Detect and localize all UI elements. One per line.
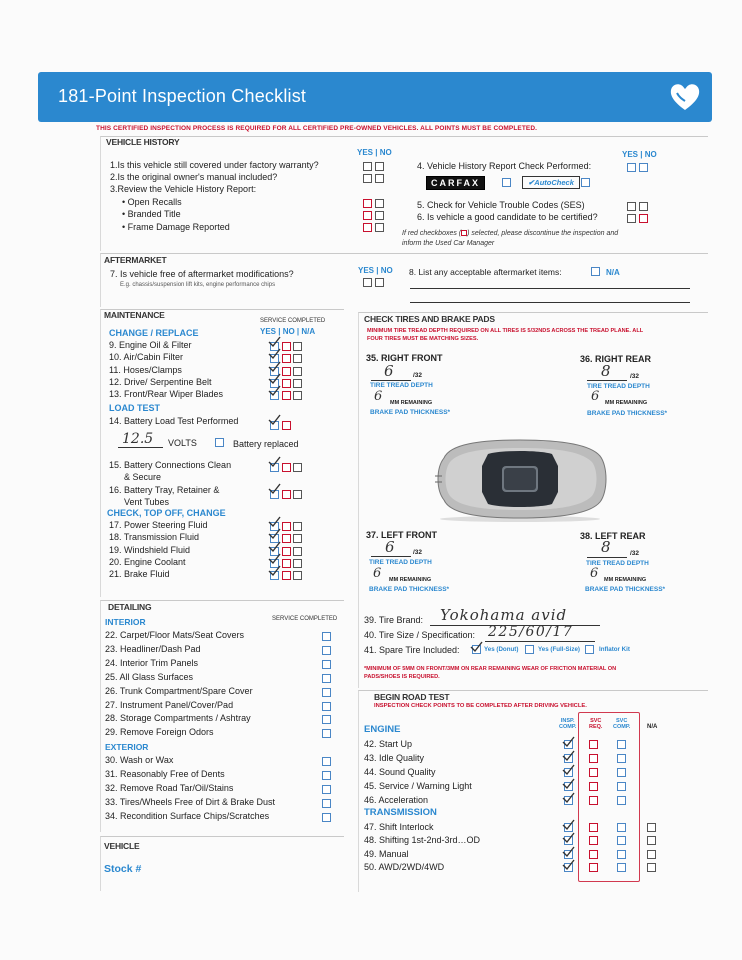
q1-yes-checkbox[interactable] bbox=[363, 162, 372, 171]
detailing-item-label: 33. Tires/Wheels Free of Dirt & Brake Dust bbox=[105, 797, 276, 807]
left-front-label: 37. LEFT FRONT bbox=[366, 530, 438, 540]
detailing-item-label: 32. Remove Road Tar/Oil/Stains bbox=[105, 783, 234, 793]
car-top-view-image bbox=[430, 436, 610, 522]
inflator-kit-label: Inflator Kit bbox=[599, 646, 630, 653]
insp-comp-check-mark-icon bbox=[562, 736, 575, 748]
q16-no-checkbox[interactable] bbox=[282, 490, 291, 499]
change-replace-heading: CHANGE / REPLACE bbox=[109, 328, 199, 338]
battery-replaced-checkbox[interactable] bbox=[215, 438, 224, 447]
q2-no-checkbox[interactable] bbox=[375, 174, 384, 183]
vehicle-history-title: VEHICLE HISTORY bbox=[106, 137, 180, 147]
insp-comp-check-mark-icon bbox=[562, 750, 575, 762]
interior-heading: INTERIOR bbox=[105, 617, 146, 627]
lf-tread-value[interactable]: 6 bbox=[385, 538, 395, 556]
question-7: 7. Is vehicle free of aftermarket modifications? bbox=[110, 269, 294, 279]
lr-tread-value[interactable]: 8 bbox=[601, 538, 611, 556]
q14-no-checkbox[interactable] bbox=[282, 421, 291, 430]
fluid-item-na-checkbox[interactable] bbox=[293, 559, 302, 568]
autocheck-label: AutoCheck bbox=[534, 178, 574, 187]
svc-req-line2: REQ. bbox=[589, 724, 603, 730]
heart-logo-icon bbox=[668, 80, 702, 114]
red-checkbox-note bbox=[402, 230, 618, 237]
right-front-label: 35. RIGHT FRONT bbox=[366, 353, 443, 363]
q15-no-checkbox[interactable] bbox=[282, 463, 291, 472]
spare-tire-label: 41. Spare Tire Included: bbox=[364, 645, 460, 655]
lr-mm-label: MM REMAINING bbox=[604, 577, 647, 583]
detailing-item-checkbox[interactable] bbox=[322, 688, 331, 697]
stock-number-label: Stock # bbox=[104, 863, 142, 875]
svc-comp-checkbox[interactable] bbox=[617, 836, 626, 845]
spare-donut-label: Yes (Donut) bbox=[484, 646, 519, 653]
svc-comp-checkbox[interactable] bbox=[617, 823, 626, 832]
maintenance-item-na-checkbox[interactable] bbox=[293, 379, 302, 388]
battery-replaced-label: Battery replaced bbox=[233, 439, 299, 449]
rr-unit: /32 bbox=[630, 373, 640, 380]
svc-comp-header bbox=[613, 718, 630, 730]
detailing-item-checkbox[interactable] bbox=[322, 757, 331, 766]
q15-check-mark-icon bbox=[268, 456, 281, 468]
question-5: 5. Check for Vehicle Trouble Codes (SES) bbox=[417, 200, 585, 210]
na-checkbox[interactable] bbox=[647, 823, 656, 832]
road-test-item-label: 43. Idle Quality bbox=[364, 753, 425, 763]
detailing-item-label: 22. Carpet/Floor Mats/Seat Covers bbox=[105, 630, 245, 640]
svc-comp-checkbox[interactable] bbox=[617, 863, 626, 872]
maintenance-item-na-checkbox[interactable] bbox=[293, 367, 302, 376]
aftermarket-section bbox=[100, 253, 708, 307]
road-test-title: BEGIN ROAD TEST bbox=[374, 692, 450, 702]
svc-req-checkbox[interactable] bbox=[589, 754, 598, 763]
lf-pad-label: BRAKE PAD THICKNESS* bbox=[369, 586, 450, 593]
inflator-kit-checkbox[interactable] bbox=[585, 645, 594, 654]
na-checkbox[interactable] bbox=[647, 863, 656, 872]
maintenance-item-no-checkbox[interactable] bbox=[282, 342, 291, 351]
fluid-item-label: 18. Transmission Fluid bbox=[109, 532, 200, 543]
rf-mm-label: MM REMAINING bbox=[390, 400, 433, 406]
detailing-item-label: 25. All Glass Surfaces bbox=[105, 671, 194, 682]
insp-header-line1: INSP. bbox=[560, 718, 575, 724]
service-required-highlight bbox=[578, 712, 640, 882]
maintenance-item-na-checkbox[interactable] bbox=[293, 391, 302, 400]
aftermarket-yes-no: YES | NO bbox=[358, 266, 393, 275]
fluid-item-na-checkbox[interactable] bbox=[293, 534, 302, 543]
tire-size-value[interactable]: 225/60/17 bbox=[488, 624, 574, 640]
spare-full-label: Yes (Full-Size) bbox=[538, 646, 580, 653]
tire-size-label: 40. Tire Size / Specification: bbox=[364, 630, 476, 640]
detailing-service-completed: SERVICE COMPLETED bbox=[272, 616, 338, 622]
fluid-item-label: 17. Power Steering Fluid bbox=[109, 520, 208, 530]
rr-tread-value[interactable]: 8 bbox=[601, 362, 611, 380]
lr-tread-line bbox=[587, 557, 627, 558]
check-top-off-heading: CHECK, TOP OFF, CHANGE bbox=[107, 508, 226, 518]
exterior-heading: EXTERIOR bbox=[105, 742, 149, 752]
detailing-item-label: 24. Interior Trim Panels bbox=[105, 657, 199, 668]
maintenance-item-no-checkbox[interactable] bbox=[282, 354, 291, 363]
maintenance-item-na-checkbox[interactable] bbox=[293, 354, 302, 363]
q5-checkboxes bbox=[627, 201, 648, 212]
svc-req-checkbox[interactable] bbox=[589, 863, 598, 872]
maintenance-item-no-checkbox[interactable] bbox=[282, 379, 291, 388]
insp-comp-check-mark-icon bbox=[562, 792, 575, 804]
svc-comp-line1: SVC bbox=[616, 718, 628, 724]
rr-tread-line bbox=[587, 380, 627, 381]
detailing-item-label: 29. Remove Foreign Odors bbox=[105, 727, 214, 738]
na-header: N/A bbox=[647, 724, 658, 730]
insp-comp-check-mark-icon bbox=[562, 764, 575, 776]
bullet-open-recalls: • Open Recalls bbox=[122, 197, 182, 207]
rf-tread-value[interactable]: 6 bbox=[384, 362, 394, 380]
svc-comp-checkbox[interactable] bbox=[617, 796, 626, 805]
transmission-heading: TRANSMISSION bbox=[364, 807, 437, 818]
svc-comp-checkbox[interactable] bbox=[617, 768, 626, 777]
fluid-item-label: 20. Engine Coolant bbox=[109, 556, 186, 567]
spare-donut-check-mark-icon bbox=[470, 641, 483, 653]
rr-pad-label: BRAKE PAD THICKNESS* bbox=[587, 410, 668, 417]
recalls-checkboxes bbox=[363, 198, 384, 209]
svc-req-checkbox[interactable] bbox=[589, 823, 598, 832]
tread-requirement-2: FOUR TIRES MUST BE MATCHING SIZES. bbox=[367, 336, 479, 342]
insp-header-line2: COMP. bbox=[559, 724, 577, 730]
q4-yes-checkbox[interactable] bbox=[627, 163, 636, 172]
maintenance-item-no-checkbox[interactable] bbox=[282, 367, 291, 376]
svc-comp-checkbox[interactable] bbox=[617, 782, 626, 791]
lf-pad-value[interactable]: 6 bbox=[373, 566, 382, 581]
insp-comp-header bbox=[559, 718, 576, 730]
svc-comp-line2: COMP. bbox=[613, 724, 631, 730]
fluid-item-no-checkbox[interactable] bbox=[282, 571, 291, 580]
detailing-item-checkbox[interactable] bbox=[322, 799, 331, 808]
bullet-branded-title: • Branded Title bbox=[122, 209, 181, 219]
svc-req-line1: SVC bbox=[590, 718, 602, 724]
detailing-item-label: 34. Recondition Surface Chips/Scratches bbox=[105, 811, 270, 821]
insp-comp-check-mark-icon bbox=[562, 832, 575, 844]
maintenance-item-check-mark-icon bbox=[268, 373, 281, 385]
frame-damage-label: Frame Damage Reported bbox=[127, 222, 230, 232]
lr-pad-value[interactable]: 6 bbox=[590, 566, 599, 581]
note-part-3: inform the Used Car Manager bbox=[402, 240, 495, 247]
road-test-item-label: 49. Manual bbox=[364, 848, 409, 859]
question-14: 14. Battery Load Test Performed bbox=[109, 416, 239, 426]
maintenance-item-check-mark-icon bbox=[268, 385, 281, 397]
engine-heading: ENGINE bbox=[364, 724, 401, 735]
insp-comp-check-mark-icon bbox=[562, 778, 575, 790]
fluid-item-na-checkbox[interactable] bbox=[293, 547, 302, 556]
maintenance-title: MAINTENANCE bbox=[104, 310, 165, 320]
aftermarket-line-1[interactable] bbox=[410, 288, 690, 289]
rf-tread-line bbox=[371, 380, 411, 381]
branded-checkboxes bbox=[363, 210, 384, 221]
frame-checkboxes bbox=[363, 222, 384, 233]
autocheck-checkbox[interactable] bbox=[581, 178, 590, 187]
maintenance-item-no-checkbox[interactable] bbox=[282, 391, 291, 400]
fluid-item-check-mark-icon bbox=[268, 541, 281, 553]
question-7-sub: E.g. chassis/suspension lift kits, engine performance chips bbox=[120, 282, 276, 288]
road-test-item-label: 47. Shift Interlock bbox=[364, 822, 434, 832]
tire-brand-value[interactable]: Yokohama avid bbox=[440, 606, 568, 624]
fluid-item-no-checkbox[interactable] bbox=[282, 547, 291, 556]
road-test-item-label: 48. Shifting 1st-2nd-3rd…OD bbox=[364, 835, 481, 846]
road-test-item-label: 45. Service / Warning Light bbox=[364, 781, 472, 791]
fluid-item-check-mark-icon bbox=[268, 565, 281, 577]
svc-comp-checkbox[interactable] bbox=[617, 754, 626, 763]
carfax-checkbox[interactable] bbox=[502, 178, 511, 187]
detailing-item-checkbox[interactable] bbox=[322, 729, 331, 738]
maintenance-item-na-checkbox[interactable] bbox=[293, 342, 302, 351]
right-rear-label: 36. RIGHT REAR bbox=[580, 354, 652, 364]
left-rear-label: 38. LEFT REAR bbox=[580, 531, 646, 541]
road-test-item-label: 44. Sound Quality bbox=[364, 767, 436, 777]
fluid-item-check-mark-icon bbox=[268, 553, 281, 565]
page-header bbox=[38, 72, 712, 122]
question-2: 2.Is the original owner's manual included? bbox=[110, 172, 278, 182]
maintenance-service-completed: SERVICE COMPLETED bbox=[260, 318, 326, 324]
rr-mm-label: MM REMAINING bbox=[605, 400, 648, 406]
lf-tread-label: TIRE TREAD DEPTH bbox=[369, 559, 432, 566]
fluid-item-label: 19. Windshield Fluid bbox=[109, 544, 191, 555]
fluid-item-no-checkbox[interactable] bbox=[282, 534, 291, 543]
frame-yes-checkbox[interactable] bbox=[363, 223, 372, 232]
svc-comp-checkbox[interactable] bbox=[617, 850, 626, 859]
svc-comp-checkbox[interactable] bbox=[617, 740, 626, 749]
fluid-item-check-mark-icon bbox=[268, 528, 281, 540]
detailing-item-label: 27. Instrument Panel/Cover/Pad bbox=[105, 699, 234, 710]
question-3: 3.Review the Vehicle History Report: bbox=[110, 184, 257, 194]
svc-req-checkbox[interactable] bbox=[589, 850, 598, 859]
frame-no-checkbox[interactable] bbox=[375, 223, 384, 232]
maintenance-item-check-mark-icon bbox=[268, 336, 281, 348]
pad-minimum-note-1: *MINIMUM OF 5MM ON FRONT/3MM ON REAR REMAINING WEAR OF FRICTION MATERIAL ON bbox=[364, 666, 617, 672]
q16-check-mark-icon bbox=[268, 483, 281, 495]
lf-unit: /32 bbox=[413, 549, 423, 556]
detailing-title: DETAILING bbox=[108, 602, 152, 612]
volts-value: 12.5 bbox=[122, 431, 154, 447]
fluid-item-no-checkbox[interactable] bbox=[282, 522, 291, 531]
aftermarket-na-checkbox[interactable] bbox=[591, 267, 600, 276]
volts-line bbox=[118, 447, 163, 448]
detailing-item-label: 26. Trunk Compartment/Spare Cover bbox=[105, 685, 253, 696]
road-test-item-label: 50. AWD/2WD/4WD bbox=[364, 861, 445, 872]
bullet-frame-damage: • Frame Damage Reported bbox=[122, 222, 230, 232]
detailing-item-checkbox[interactable] bbox=[322, 674, 331, 683]
load-test-heading: LOAD TEST bbox=[109, 403, 160, 413]
branded-yes-checkbox[interactable] bbox=[363, 211, 372, 220]
yes-no-header-right: YES | NO bbox=[622, 150, 657, 159]
yes-no-header: YES | NO bbox=[357, 148, 392, 157]
maintenance-item-label: 11. Hoses/Clamps bbox=[109, 364, 182, 375]
lr-pad-label: BRAKE PAD THICKNESS* bbox=[585, 586, 666, 593]
vehicle-title: VEHICLE bbox=[104, 841, 140, 851]
q14-check-mark-icon bbox=[268, 414, 281, 426]
svc-req-header bbox=[589, 718, 602, 730]
q4-checkboxes bbox=[627, 162, 648, 173]
q2-yes-checkbox[interactable] bbox=[363, 174, 372, 183]
tire-size-line bbox=[485, 641, 595, 642]
tires-brakes-title: CHECK TIRES AND BRAKE PADS bbox=[364, 314, 495, 324]
fluid-item-check-mark-icon bbox=[268, 516, 281, 528]
question-6: 6. Is vehicle a good candidate to be certified? bbox=[417, 212, 598, 222]
question-8: 8. List any acceptable aftermarket items: bbox=[409, 267, 562, 277]
aftermarket-line-2[interactable] bbox=[410, 302, 690, 303]
page-title: 181-Point Inspection Checklist bbox=[58, 86, 307, 106]
note-part-1: If red checkboxes ( bbox=[402, 230, 462, 237]
detailing-item-checkbox[interactable] bbox=[322, 646, 331, 655]
note-part-2: ) selected, please discontinue the inspection and bbox=[467, 230, 619, 237]
q1-checkboxes bbox=[363, 161, 384, 172]
question-15: 15. Battery Connections Clean bbox=[109, 460, 232, 470]
detailing-item-checkbox[interactable] bbox=[322, 702, 331, 711]
certification-warning: THIS CERTIFIED INSPECTION PROCESS IS REQUIRED FOR ALL CERTIFIED PRE-OWNED VEHICLES. ALL POINTS MUST BE COMPLETED. bbox=[96, 125, 538, 132]
spare-full-checkbox[interactable] bbox=[525, 645, 534, 654]
maintenance-item-check-mark-icon bbox=[268, 361, 281, 373]
rf-pad-label: BRAKE PAD THICKNESS* bbox=[370, 409, 451, 416]
rf-unit: /32 bbox=[413, 372, 423, 379]
aftermarket-title: AFTERMARKET bbox=[104, 255, 167, 265]
detailing-item-label: 31. Reasonably Free of Dents bbox=[105, 769, 225, 779]
q2-checkboxes bbox=[363, 173, 384, 184]
carfax-logo: CARFAX bbox=[426, 176, 485, 190]
rf-pad-value[interactable]: 6 bbox=[374, 389, 383, 404]
q5-yes-checkbox[interactable] bbox=[627, 202, 636, 211]
q7-yes-checkbox[interactable] bbox=[363, 278, 372, 287]
insp-comp-check-mark-icon bbox=[562, 819, 575, 831]
detailing-item-checkbox[interactable] bbox=[322, 771, 331, 780]
insp-comp-check-mark-icon bbox=[562, 846, 575, 858]
recalls-yes-checkbox[interactable] bbox=[363, 199, 372, 208]
na-checkbox[interactable] bbox=[647, 836, 656, 845]
detailing-item-checkbox[interactable] bbox=[322, 813, 331, 822]
q6-checkboxes bbox=[627, 213, 648, 224]
branded-no-checkbox[interactable] bbox=[375, 211, 384, 220]
detailing-item-checkbox[interactable] bbox=[322, 632, 331, 641]
fluid-item-na-checkbox[interactable] bbox=[293, 571, 302, 580]
fluid-item-na-checkbox[interactable] bbox=[293, 522, 302, 531]
lr-unit: /32 bbox=[630, 550, 640, 557]
maintenance-item-label: 12. Drive/ Serpentine Belt bbox=[109, 376, 212, 387]
q15-na-checkbox[interactable] bbox=[293, 463, 302, 472]
q4-no-checkbox[interactable] bbox=[639, 163, 648, 172]
q1-no-checkbox[interactable] bbox=[375, 162, 384, 171]
q5-no-checkbox[interactable] bbox=[639, 202, 648, 211]
open-recalls-label: Open Recalls bbox=[127, 197, 182, 207]
detailing-item-checkbox[interactable] bbox=[322, 715, 331, 724]
aftermarket-na-label: N/A bbox=[606, 268, 620, 277]
detailing-item-checkbox[interactable] bbox=[322, 660, 331, 669]
svc-req-checkbox[interactable] bbox=[589, 836, 598, 845]
lr-tread-label: TIRE TREAD DEPTH bbox=[586, 560, 649, 567]
svc-req-checkbox[interactable] bbox=[589, 782, 598, 791]
maintenance-item-label: 10. Air/Cabin Filter bbox=[109, 352, 184, 363]
pad-minimum-note-2: PADS/SHOES IS REQUIRED. bbox=[364, 674, 440, 680]
road-test-subtitle: INSPECTION CHECK POINTS TO BE COMPLETED AFTER DRIVING VEHICLE. bbox=[374, 703, 587, 709]
na-checkbox[interactable] bbox=[647, 850, 656, 859]
branded-title-label: Branded Title bbox=[127, 209, 181, 219]
question-1: 1.Is this vehicle still covered under factory warranty? bbox=[110, 160, 319, 170]
autocheck-logo: ✔AutoCheck bbox=[522, 176, 580, 189]
question-15b: & Secure bbox=[124, 472, 162, 482]
rr-pad-value[interactable]: 6 bbox=[591, 389, 600, 404]
lf-tread-line bbox=[371, 556, 411, 557]
detailing-item-label: 28. Storage Compartments / Ashtray bbox=[105, 713, 251, 724]
tire-brand-label: 39. Tire Brand: bbox=[364, 615, 424, 625]
fluid-item-no-checkbox[interactable] bbox=[282, 559, 291, 568]
svc-req-checkbox[interactable] bbox=[589, 768, 598, 777]
q16-na-checkbox[interactable] bbox=[293, 490, 302, 499]
question-16: 16. Battery Tray, Retainer & bbox=[109, 485, 220, 495]
fluid-item-label: 21. Brake Fluid bbox=[109, 569, 170, 580]
maintenance-yes-no-na: YES | NO | N/A bbox=[260, 327, 316, 336]
rr-tread-label: TIRE TREAD DEPTH bbox=[587, 383, 650, 390]
recalls-no-checkbox[interactable] bbox=[375, 199, 384, 208]
q6-yes-checkbox[interactable] bbox=[627, 214, 636, 223]
q6-no-checkbox[interactable] bbox=[639, 214, 648, 223]
detailing-item-checkbox[interactable] bbox=[322, 785, 331, 794]
detailing-item-label: 30. Wash or Wax bbox=[105, 755, 174, 765]
question-16b: Vent Tubes bbox=[124, 497, 170, 507]
maintenance-item-label: 9. Engine Oil & Filter bbox=[109, 340, 192, 350]
detailing-item-label: 23. Headliner/Dash Pad bbox=[105, 643, 201, 654]
question-4: 4. Vehicle History Report Check Performed: bbox=[417, 161, 592, 171]
maintenance-item-label: 13. Front/Rear Wiper Blades bbox=[109, 389, 224, 400]
tread-requirement-1: MINIMUM TIRE TREAD DEPTH REQUIRED ON ALL TIRES IS 5/32NDS ACROSS THE TREAD PLANE. ALL bbox=[367, 328, 644, 334]
volts-label: VOLTS bbox=[168, 438, 197, 448]
rf-tread-label: TIRE TREAD DEPTH bbox=[370, 382, 433, 389]
svc-req-checkbox[interactable] bbox=[589, 740, 598, 749]
lf-mm-label: MM REMAINING bbox=[389, 577, 432, 583]
q7-checkboxes bbox=[363, 277, 384, 288]
road-test-item-label: 46. Acceleration bbox=[364, 795, 429, 805]
insp-comp-check-mark-icon bbox=[562, 859, 575, 871]
maintenance-item-check-mark-icon bbox=[268, 348, 281, 360]
q7-no-checkbox[interactable] bbox=[375, 278, 384, 287]
svc-req-checkbox[interactable] bbox=[589, 796, 598, 805]
road-test-item-label: 42. Start Up bbox=[364, 739, 413, 749]
